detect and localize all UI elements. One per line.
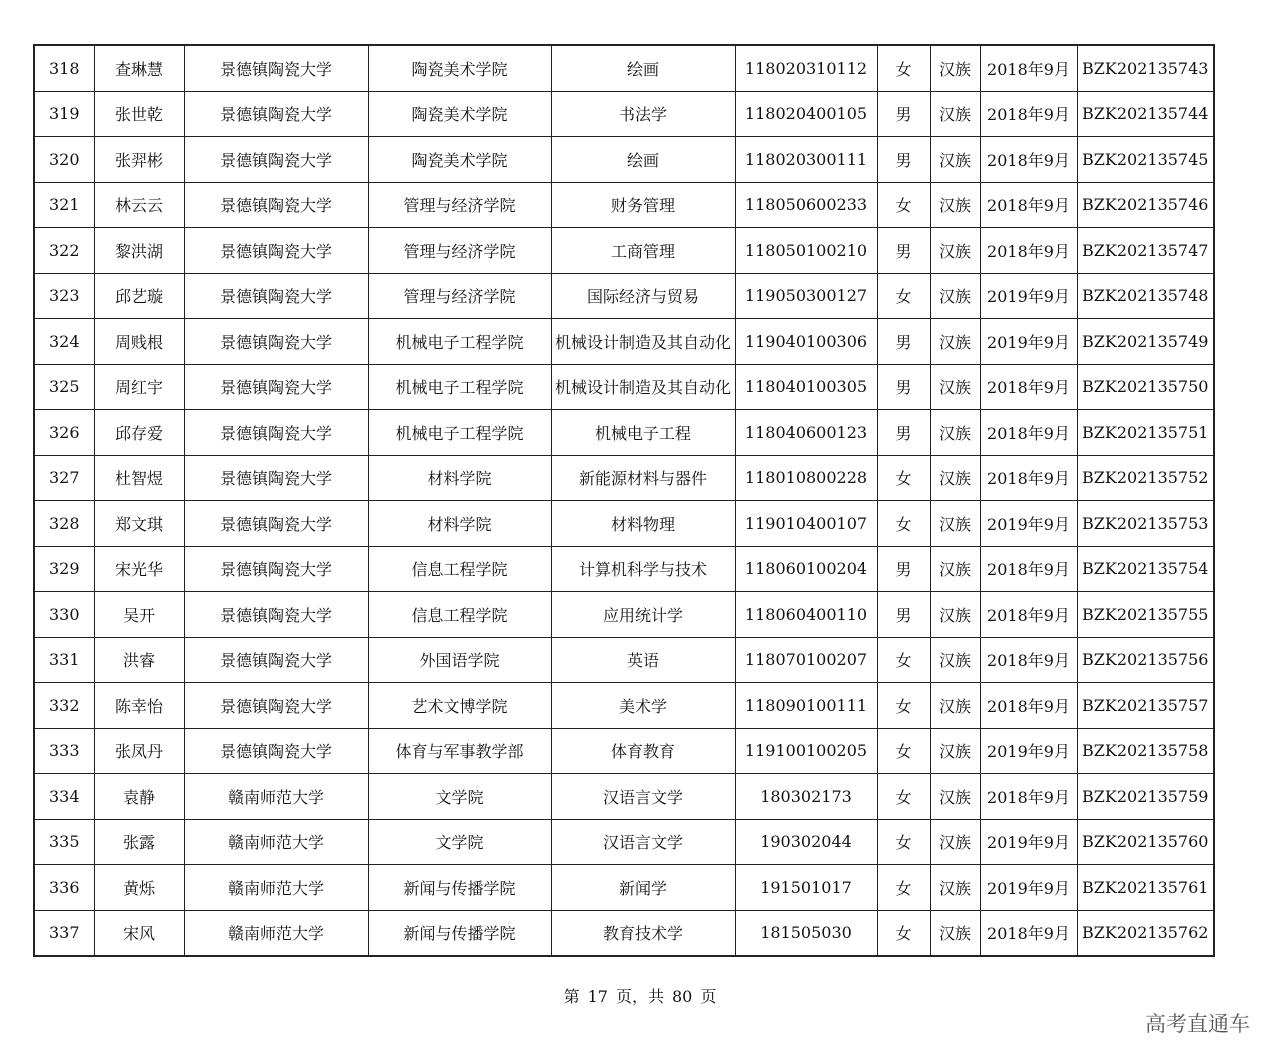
cell-student-id: 119010400107 <box>735 501 877 547</box>
cell-university: 景德镇陶瓷大学 <box>184 91 368 137</box>
cell-gender: 男 <box>877 319 930 365</box>
cell-university: 赣南师范大学 <box>184 865 368 911</box>
cell-ethnicity: 汉族 <box>930 137 980 183</box>
watermark-text: 高考直通车 <box>1145 1012 1250 1036</box>
cell-university: 景德镇陶瓷大学 <box>184 45 368 91</box>
cell-name: 袁静 <box>94 774 184 820</box>
table-row <box>34 91 1214 137</box>
table-row <box>34 683 1214 729</box>
cell-name: 黎洪湖 <box>94 228 184 274</box>
cell-gender: 女 <box>877 273 930 319</box>
cell-major: 绘画 <box>551 45 735 91</box>
cell-enroll-date: 2018年9月 <box>980 637 1077 683</box>
cell-enroll-date: 2018年9月 <box>980 683 1077 729</box>
cell-cert-no: BZK202135753 <box>1077 501 1214 547</box>
cell-student-id: 181505030 <box>735 910 877 956</box>
cell-university: 景德镇陶瓷大学 <box>184 683 368 729</box>
cell-cert-no: BZK202135745 <box>1077 137 1214 183</box>
cell-enroll-date: 2019年9月 <box>980 501 1077 547</box>
cell-ethnicity: 汉族 <box>930 910 980 956</box>
table-row <box>34 410 1214 456</box>
cell-gender: 女 <box>877 865 930 911</box>
cell-ethnicity: 汉族 <box>930 364 980 410</box>
cell-enroll-date: 2018年9月 <box>980 774 1077 820</box>
cell-enroll-date: 2018年9月 <box>980 410 1077 456</box>
cell-enroll-date: 2018年9月 <box>980 364 1077 410</box>
cell-major: 体育教育 <box>551 728 735 774</box>
cell-index: 322 <box>34 228 94 274</box>
cell-index: 321 <box>34 182 94 228</box>
cell-college: 机械电子工程学院 <box>368 410 551 456</box>
cell-index: 328 <box>34 501 94 547</box>
student-table-body <box>34 45 1214 956</box>
cell-university: 景德镇陶瓷大学 <box>184 182 368 228</box>
student-table <box>33 44 1215 957</box>
cell-major: 机械电子工程 <box>551 410 735 456</box>
cell-student-id: 118020300111 <box>735 137 877 183</box>
cell-index: 331 <box>34 637 94 683</box>
cell-college: 体育与军事教学部 <box>368 728 551 774</box>
cell-enroll-date: 2018年9月 <box>980 137 1077 183</box>
total-pages-number: 80 <box>672 987 693 1006</box>
cell-student-id: 118090100111 <box>735 683 877 729</box>
cell-college: 陶瓷美术学院 <box>368 137 551 183</box>
cell-college: 文学院 <box>368 774 551 820</box>
cell-college: 管理与经济学院 <box>368 182 551 228</box>
cell-enroll-date: 2019年9月 <box>980 819 1077 865</box>
page-label-suffix: 页 <box>700 987 717 1006</box>
cell-cert-no: BZK202135754 <box>1077 546 1214 592</box>
table-row <box>34 455 1214 501</box>
cell-student-id: 118020310112 <box>735 45 877 91</box>
cell-cert-no: BZK202135756 <box>1077 637 1214 683</box>
cell-index: 323 <box>34 273 94 319</box>
cell-ethnicity: 汉族 <box>930 410 980 456</box>
cell-major: 国际经济与贸易 <box>551 273 735 319</box>
cell-ethnicity: 汉族 <box>930 592 980 638</box>
cell-cert-no: BZK202135762 <box>1077 910 1214 956</box>
cell-enroll-date: 2019年9月 <box>980 728 1077 774</box>
cell-enroll-date: 2018年9月 <box>980 91 1077 137</box>
cell-enroll-date: 2019年9月 <box>980 319 1077 365</box>
cell-enroll-date: 2018年9月 <box>980 546 1077 592</box>
cell-ethnicity: 汉族 <box>930 637 980 683</box>
cell-index: 329 <box>34 546 94 592</box>
cell-gender: 女 <box>877 819 930 865</box>
cell-cert-no: BZK202135750 <box>1077 364 1214 410</box>
cell-student-id: 119040100306 <box>735 319 877 365</box>
cell-university: 赣南师范大学 <box>184 819 368 865</box>
cell-university: 景德镇陶瓷大学 <box>184 728 368 774</box>
cell-college: 机械电子工程学院 <box>368 319 551 365</box>
cell-ethnicity: 汉族 <box>930 683 980 729</box>
cell-college: 信息工程学院 <box>368 592 551 638</box>
cell-enroll-date: 2019年9月 <box>980 273 1077 319</box>
cell-index: 327 <box>34 455 94 501</box>
cell-index: 325 <box>34 364 94 410</box>
cell-enroll-date: 2018年9月 <box>980 45 1077 91</box>
cell-student-id: 118040100305 <box>735 364 877 410</box>
cell-student-id: 118010800228 <box>735 455 877 501</box>
cell-college: 新闻与传播学院 <box>368 910 551 956</box>
cell-college: 文学院 <box>368 819 551 865</box>
cell-gender: 男 <box>877 546 930 592</box>
cell-index: 320 <box>34 137 94 183</box>
cell-student-id: 118050600233 <box>735 182 877 228</box>
cell-name: 张露 <box>94 819 184 865</box>
cell-enroll-date: 2018年9月 <box>980 182 1077 228</box>
cell-ethnicity: 汉族 <box>930 865 980 911</box>
cell-university: 赣南师范大学 <box>184 774 368 820</box>
table-row <box>34 137 1214 183</box>
cell-student-id: 118020400105 <box>735 91 877 137</box>
cell-ethnicity: 汉族 <box>930 455 980 501</box>
cell-ethnicity: 汉族 <box>930 501 980 547</box>
cell-university: 景德镇陶瓷大学 <box>184 137 368 183</box>
cell-name: 邱艺璇 <box>94 273 184 319</box>
cell-ethnicity: 汉族 <box>930 228 980 274</box>
cell-name: 林云云 <box>94 182 184 228</box>
cell-university: 景德镇陶瓷大学 <box>184 592 368 638</box>
table-row <box>34 910 1214 956</box>
cell-gender: 男 <box>877 91 930 137</box>
cell-gender: 女 <box>877 683 930 729</box>
cell-ethnicity: 汉族 <box>930 91 980 137</box>
cell-index: 326 <box>34 410 94 456</box>
cell-cert-no: BZK202135747 <box>1077 228 1214 274</box>
cell-ethnicity: 汉族 <box>930 728 980 774</box>
table-row <box>34 273 1214 319</box>
cell-major: 英语 <box>551 637 735 683</box>
cell-name: 洪睿 <box>94 637 184 683</box>
cell-ethnicity: 汉族 <box>930 273 980 319</box>
cell-university: 景德镇陶瓷大学 <box>184 228 368 274</box>
cell-enroll-date: 2018年9月 <box>980 455 1077 501</box>
cell-major: 汉语言文学 <box>551 774 735 820</box>
cell-name: 郑文琪 <box>94 501 184 547</box>
current-page-number: 17 <box>587 987 608 1006</box>
table-row <box>34 228 1214 274</box>
table-row <box>34 637 1214 683</box>
table-row <box>34 45 1214 91</box>
cell-college: 机械电子工程学院 <box>368 364 551 410</box>
cell-name: 宋风 <box>94 910 184 956</box>
cell-gender: 女 <box>877 45 930 91</box>
cell-cert-no: BZK202135751 <box>1077 410 1214 456</box>
cell-ethnicity: 汉族 <box>930 546 980 592</box>
cell-ethnicity: 汉族 <box>930 182 980 228</box>
cell-university: 景德镇陶瓷大学 <box>184 637 368 683</box>
cell-name: 查琳慧 <box>94 45 184 91</box>
cell-index: 335 <box>34 819 94 865</box>
cell-index: 333 <box>34 728 94 774</box>
cell-major: 新闻学 <box>551 865 735 911</box>
cell-college: 材料学院 <box>368 501 551 547</box>
cell-student-id: 191501017 <box>735 865 877 911</box>
cell-enroll-date: 2018年9月 <box>980 910 1077 956</box>
cell-gender: 男 <box>877 364 930 410</box>
table-row <box>34 728 1214 774</box>
cell-cert-no: BZK202135755 <box>1077 592 1214 638</box>
cell-student-id: 118060400110 <box>735 592 877 638</box>
table-row <box>34 319 1214 365</box>
cell-gender: 男 <box>877 592 930 638</box>
page-indicator <box>0 984 1280 1007</box>
cell-gender: 女 <box>877 637 930 683</box>
cell-major: 工商管理 <box>551 228 735 274</box>
cell-name: 吴开 <box>94 592 184 638</box>
cell-cert-no: BZK202135761 <box>1077 865 1214 911</box>
cell-gender: 女 <box>877 910 930 956</box>
cell-gender: 男 <box>877 137 930 183</box>
cell-college: 艺术文博学院 <box>368 683 551 729</box>
cell-name: 陈幸怡 <box>94 683 184 729</box>
cell-cert-no: BZK202135758 <box>1077 728 1214 774</box>
cell-name: 张羿彬 <box>94 137 184 183</box>
cell-index: 337 <box>34 910 94 956</box>
cell-college: 陶瓷美术学院 <box>368 91 551 137</box>
cell-index: 336 <box>34 865 94 911</box>
cell-student-id: 190302044 <box>735 819 877 865</box>
cell-college: 管理与经济学院 <box>368 228 551 274</box>
cell-college: 管理与经济学院 <box>368 273 551 319</box>
page-label-middle: 页，共 <box>615 987 664 1006</box>
cell-name: 邱存爱 <box>94 410 184 456</box>
table-row <box>34 182 1214 228</box>
cell-student-id: 119100100205 <box>735 728 877 774</box>
cell-university: 景德镇陶瓷大学 <box>184 273 368 319</box>
cell-university: 景德镇陶瓷大学 <box>184 319 368 365</box>
cell-major: 机械设计制造及其自动化 <box>551 319 735 365</box>
cell-major: 计算机科学与技术 <box>551 546 735 592</box>
cell-cert-no: BZK202135749 <box>1077 319 1214 365</box>
cell-college: 陶瓷美术学院 <box>368 45 551 91</box>
cell-cert-no: BZK202135757 <box>1077 683 1214 729</box>
cell-gender: 女 <box>877 501 930 547</box>
cell-gender: 女 <box>877 455 930 501</box>
cell-major: 财务管理 <box>551 182 735 228</box>
cell-cert-no: BZK202135752 <box>1077 455 1214 501</box>
cell-index: 318 <box>34 45 94 91</box>
cell-college: 材料学院 <box>368 455 551 501</box>
cell-university: 景德镇陶瓷大学 <box>184 455 368 501</box>
cell-index: 334 <box>34 774 94 820</box>
cell-college: 信息工程学院 <box>368 546 551 592</box>
cell-name: 黄烁 <box>94 865 184 911</box>
table-row <box>34 501 1214 547</box>
cell-name: 周贱根 <box>94 319 184 365</box>
cell-enroll-date: 2018年9月 <box>980 228 1077 274</box>
cell-ethnicity: 汉族 <box>930 45 980 91</box>
cell-university: 景德镇陶瓷大学 <box>184 501 368 547</box>
cell-name: 张世乾 <box>94 91 184 137</box>
cell-college: 外国语学院 <box>368 637 551 683</box>
cell-ethnicity: 汉族 <box>930 319 980 365</box>
cell-student-id: 118070100207 <box>735 637 877 683</box>
cell-student-id: 118040600123 <box>735 410 877 456</box>
cell-major: 书法学 <box>551 91 735 137</box>
table-row <box>34 774 1214 820</box>
cell-name: 杜智煜 <box>94 455 184 501</box>
cell-university: 景德镇陶瓷大学 <box>184 410 368 456</box>
cell-name: 周红宇 <box>94 364 184 410</box>
table-row <box>34 819 1214 865</box>
cell-ethnicity: 汉族 <box>930 774 980 820</box>
cell-major: 应用统计学 <box>551 592 735 638</box>
cell-enroll-date: 2019年9月 <box>980 865 1077 911</box>
cell-major: 美术学 <box>551 683 735 729</box>
cell-gender: 女 <box>877 774 930 820</box>
table-row <box>34 865 1214 911</box>
cell-student-id: 180302173 <box>735 774 877 820</box>
cell-major: 绘画 <box>551 137 735 183</box>
cell-cert-no: BZK202135744 <box>1077 91 1214 137</box>
page-label-prefix: 第 <box>563 987 580 1006</box>
cell-cert-no: BZK202135746 <box>1077 182 1214 228</box>
cell-university: 赣南师范大学 <box>184 910 368 956</box>
table-row <box>34 592 1214 638</box>
cell-major: 材料物理 <box>551 501 735 547</box>
table-row <box>34 364 1214 410</box>
cell-cert-no: BZK202135759 <box>1077 774 1214 820</box>
cell-name: 宋光华 <box>94 546 184 592</box>
cell-gender: 男 <box>877 228 930 274</box>
cell-major: 机械设计制造及其自动化 <box>551 364 735 410</box>
cell-university: 景德镇陶瓷大学 <box>184 546 368 592</box>
cell-index: 332 <box>34 683 94 729</box>
student-table-container <box>33 44 1215 957</box>
cell-major: 教育技术学 <box>551 910 735 956</box>
cell-student-id: 118050100210 <box>735 228 877 274</box>
cell-gender: 男 <box>877 410 930 456</box>
cell-enroll-date: 2018年9月 <box>980 592 1077 638</box>
cell-major: 新能源材料与器件 <box>551 455 735 501</box>
cell-index: 330 <box>34 592 94 638</box>
cell-student-id: 119050300127 <box>735 273 877 319</box>
cell-university: 景德镇陶瓷大学 <box>184 364 368 410</box>
cell-student-id: 118060100204 <box>735 546 877 592</box>
cell-college: 新闻与传播学院 <box>368 865 551 911</box>
cell-ethnicity: 汉族 <box>930 819 980 865</box>
table-row <box>34 546 1214 592</box>
cell-name: 张凤丹 <box>94 728 184 774</box>
cell-index: 324 <box>34 319 94 365</box>
cell-cert-no: BZK202135748 <box>1077 273 1214 319</box>
cell-major: 汉语言文学 <box>551 819 735 865</box>
cell-gender: 女 <box>877 182 930 228</box>
cell-cert-no: BZK202135743 <box>1077 45 1214 91</box>
cell-index: 319 <box>34 91 94 137</box>
cell-cert-no: BZK202135760 <box>1077 819 1214 865</box>
cell-gender: 女 <box>877 728 930 774</box>
